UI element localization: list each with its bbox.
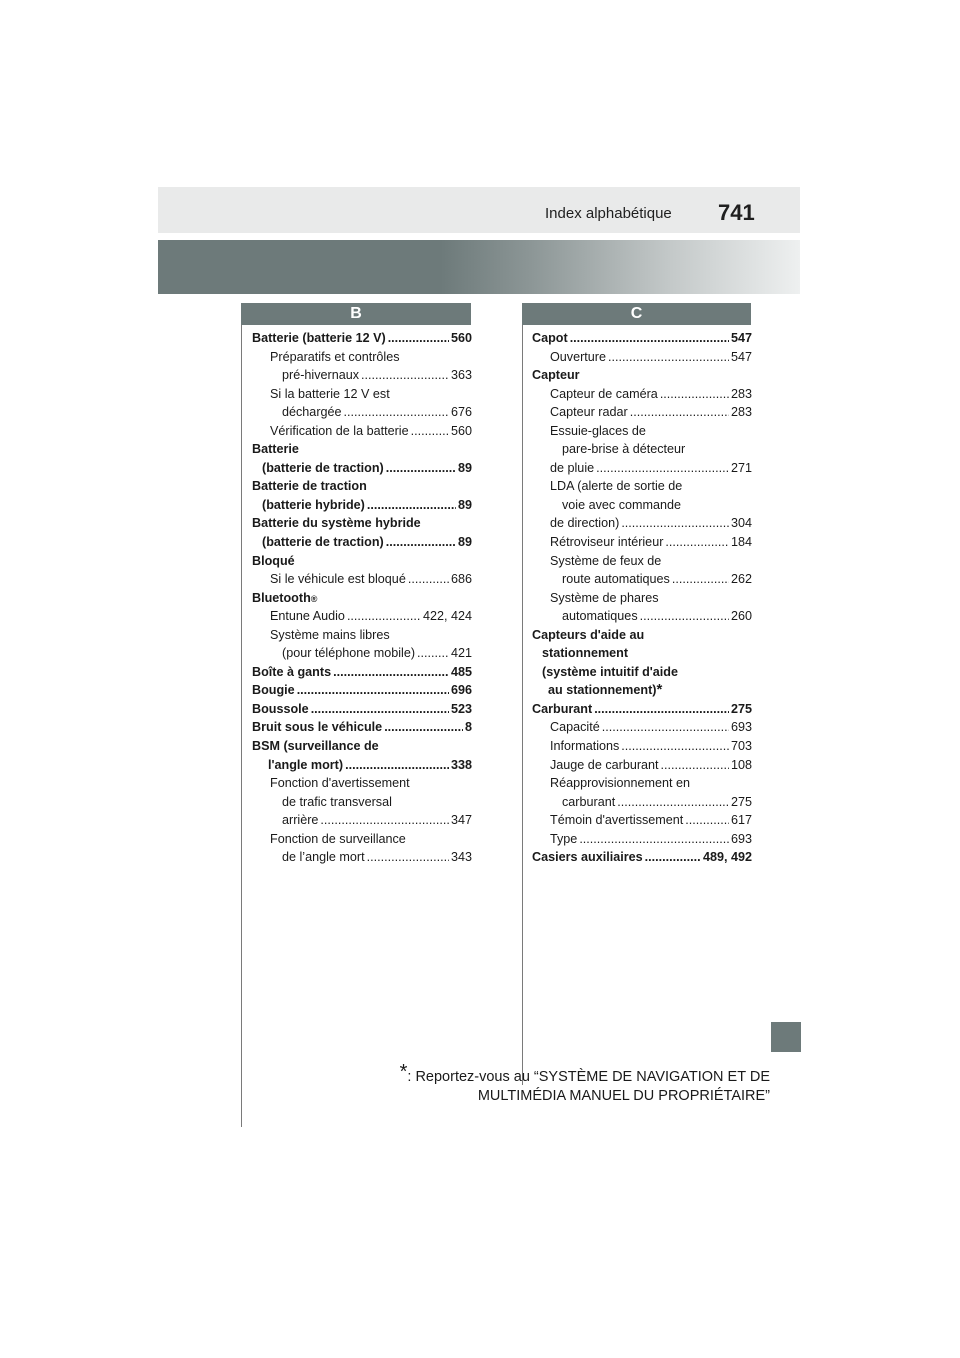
index-entry <box>252 403 472 422</box>
index-entry <box>532 626 752 645</box>
entry-term: Batterie du système hybride <box>252 516 421 531</box>
entry-term: Batterie (batterie 12 V) <box>252 331 386 345</box>
entry-page: 523 <box>450 701 472 716</box>
leader-dots <box>630 403 729 422</box>
index-entry <box>532 811 752 830</box>
index-entry <box>252 848 472 867</box>
index-entry <box>532 589 752 608</box>
index-entry <box>532 552 752 571</box>
leader-dots <box>640 607 729 626</box>
index-entry <box>252 514 472 533</box>
entry-term: (pour téléphone mobile) <box>282 646 416 661</box>
leader-dots <box>621 514 729 533</box>
entry-term: (batterie hybride) <box>262 497 365 512</box>
leader-dots <box>608 348 729 367</box>
entry-term: Système de feux de <box>550 553 662 568</box>
entry-term: LDA (alerte de sortie de <box>550 479 683 494</box>
entry-term: Type <box>550 831 578 846</box>
entry-term: Jauge de carburant <box>550 757 659 772</box>
entry-page: 676 <box>450 405 472 420</box>
entry-term: Fonction d'avertissement <box>270 776 410 791</box>
entry-page: 338 <box>450 757 472 772</box>
entry-page: 560 <box>450 423 472 438</box>
entry-term: (batterie de traction) <box>262 535 384 550</box>
entry-term: Témoin d'avertissement <box>550 813 684 828</box>
entry-term: Ouverture <box>550 349 606 364</box>
leader-dots <box>660 385 729 404</box>
entry-term: route automatiques <box>562 572 670 587</box>
entry-term: carburant <box>562 794 616 809</box>
index-entry <box>252 440 472 459</box>
entry-page: 485 <box>450 664 472 679</box>
leader-dots <box>384 718 463 737</box>
entry-page: 271 <box>730 460 752 475</box>
entry-page: 89 <box>457 535 472 550</box>
index-column-c <box>532 329 752 867</box>
entry-term: Capteur de caméra <box>550 386 658 401</box>
entry-term: Boussole <box>252 701 309 716</box>
entry-page: 8 <box>464 720 472 735</box>
entry-page: 275 <box>730 701 752 716</box>
index-entry <box>532 663 752 682</box>
entry-page: 283 <box>730 386 752 401</box>
leader-dots <box>417 644 449 663</box>
entry-page: 686 <box>450 572 472 587</box>
leader-dots <box>621 737 729 756</box>
column-divider-left <box>241 325 242 1127</box>
entry-page: 262 <box>730 572 752 587</box>
entry-page: 275 <box>730 794 752 809</box>
entry-term: automatiques <box>562 609 638 624</box>
index-entry <box>532 607 752 626</box>
leader-dots <box>602 718 729 737</box>
index-entry <box>252 385 472 404</box>
index-entry <box>532 440 752 459</box>
index-entry <box>252 718 472 737</box>
entry-term: voie avec commande <box>562 497 682 512</box>
entry-term: Capteurs d'aide au <box>532 627 645 642</box>
index-entry <box>252 348 472 367</box>
index-column-b <box>252 329 472 867</box>
leader-dots <box>672 570 729 589</box>
leader-dots <box>388 329 449 348</box>
index-entry <box>252 644 472 663</box>
index-entry <box>252 366 472 385</box>
index-entry <box>532 514 752 533</box>
index-entry <box>532 477 752 496</box>
leader-dots <box>685 811 729 830</box>
entry-page: 260 <box>730 609 752 624</box>
leader-dots <box>661 756 729 775</box>
entry-term: Rétroviseur intérieur <box>550 535 664 550</box>
index-entry: Bluetooth ® <box>252 589 472 608</box>
chapter-tab <box>771 1022 801 1052</box>
index-entry <box>532 830 752 849</box>
index-entry <box>532 403 752 422</box>
entry-term: déchargée <box>282 405 342 420</box>
entry-page: 89 <box>457 460 472 475</box>
index-entry: au stationnement) * <box>548 681 663 699</box>
leader-dots <box>596 459 729 478</box>
entry-term: Bougie <box>252 683 295 698</box>
leader-dots <box>617 793 729 812</box>
entry-term: Bloqué <box>252 553 295 568</box>
index-entry <box>252 607 472 626</box>
leader-dots <box>333 663 449 682</box>
entry-term: Réapprovisionnement en <box>550 776 691 791</box>
footnote-star: * <box>399 1061 408 1083</box>
leader-dots <box>297 681 449 700</box>
entry-page: 696 <box>450 683 472 698</box>
entry-term: Capacité <box>550 720 600 735</box>
entry-term: Capot <box>532 331 568 345</box>
entry-page: 363 <box>450 368 472 383</box>
index-entry <box>532 644 752 663</box>
entry-term: Fonction de surveillance <box>270 831 406 846</box>
index-entry <box>532 774 752 793</box>
index-entry <box>252 626 472 645</box>
index-entry <box>252 830 472 849</box>
leader-dots <box>386 459 456 478</box>
entry-term: Bruit sous le véhicule <box>252 720 383 735</box>
leader-dots <box>570 329 729 348</box>
index-entry <box>252 811 472 830</box>
entry-term: stationnement <box>542 646 629 661</box>
leader-dots <box>347 607 421 626</box>
index-entry <box>252 459 472 478</box>
entry-page: 184 <box>730 535 752 550</box>
index-entry <box>532 756 752 775</box>
entry-page: 304 <box>730 516 752 531</box>
entry-term: Système mains libres <box>270 627 390 642</box>
entry-term: de l’angle mort <box>282 850 365 865</box>
index-entry <box>532 422 752 441</box>
index-entry <box>252 774 472 793</box>
entry-term: Batterie <box>252 442 299 457</box>
index-entry <box>252 737 472 756</box>
entry-term: (batterie de traction) <box>262 460 384 475</box>
entry-term: au stationnement) <box>548 683 657 698</box>
entry-term: Système de phares <box>550 590 659 605</box>
leader-dots <box>579 830 729 849</box>
index-entry <box>252 477 472 496</box>
leader-dots <box>665 533 729 552</box>
index-entry <box>252 552 472 571</box>
entry-term: BSM (surveillance de <box>252 739 379 754</box>
entry-page: 617 <box>730 813 752 828</box>
leader-dots <box>311 700 449 719</box>
entry-term: Vérification de la batterie <box>270 423 409 438</box>
leader-dots <box>594 700 729 719</box>
leader-dots <box>361 366 449 385</box>
index-entry <box>532 848 752 867</box>
entry-term: Entune Audio <box>270 609 345 624</box>
entry-term: Informations <box>550 739 620 754</box>
decorative-band <box>158 240 800 294</box>
entry-page: 547 <box>730 331 752 345</box>
index-entry <box>252 793 472 812</box>
entry-page: 422, 424 <box>422 609 472 624</box>
entry-term: l'angle mort) <box>268 757 344 772</box>
index-entry <box>532 533 752 552</box>
leader-dots <box>645 848 701 867</box>
index-entry <box>252 533 472 552</box>
leader-dots <box>344 403 449 422</box>
index-entry <box>532 366 752 385</box>
index-entry <box>252 756 472 775</box>
index-entry <box>532 329 752 348</box>
header-bar <box>158 187 800 233</box>
index-entry <box>532 700 752 719</box>
index-entry <box>252 496 472 515</box>
entry-page: 283 <box>730 405 752 420</box>
entry-term: Capteur radar <box>550 405 628 420</box>
index-entry <box>252 681 472 700</box>
entry-term: Si le véhicule est bloqué <box>270 572 406 587</box>
entry-term: Casiers auxiliaires <box>532 850 643 865</box>
entry-page: 703 <box>730 739 752 754</box>
entry-term: (système intuitif d'aide <box>542 664 678 679</box>
leader-dots <box>320 811 449 830</box>
index-entry <box>252 422 472 441</box>
index-entry <box>252 663 472 682</box>
entry-page: 693 <box>730 720 752 735</box>
leader-dots <box>386 533 456 552</box>
index-entry <box>532 496 752 515</box>
entry-page: 421 <box>450 646 472 661</box>
footnote <box>360 1061 770 1106</box>
entry-page: 108 <box>730 757 752 772</box>
entry-term: Batterie de traction <box>252 479 367 494</box>
leader-dots <box>408 570 449 589</box>
entry-page: 343 <box>450 850 472 865</box>
entry-term: Boîte à gants <box>252 664 332 679</box>
index-entry <box>532 570 752 589</box>
index-entry <box>532 385 752 404</box>
entry-term: Bluetooth <box>252 590 311 605</box>
entry-page: 489, 492 <box>702 850 752 865</box>
entry-page: 560 <box>450 331 472 345</box>
page-title: Index alphabétique <box>545 205 672 222</box>
entry-term: Si la batterie 12 V est <box>270 386 390 401</box>
index-entry <box>252 329 472 348</box>
section-letter-c: C <box>522 303 751 325</box>
index-entry <box>532 737 752 756</box>
entry-term: de trafic transversal <box>282 794 392 809</box>
entry-term: pré-hivernaux <box>282 368 360 383</box>
leader-dots <box>345 756 449 775</box>
entry-page: 89 <box>457 497 472 512</box>
leader-dots <box>367 496 456 515</box>
column-divider-middle <box>522 325 523 1085</box>
entry-term: Essuie-glaces de <box>550 423 646 438</box>
entry-term: de direction) <box>550 516 620 531</box>
entry-page: 693 <box>730 831 752 846</box>
index-entry <box>532 348 752 367</box>
footnote-line-1: : Reportez-vous au “SYSTÈME DE NAVIGATION ET DE <box>407 1069 770 1085</box>
index-entry <box>532 459 752 478</box>
index-entry <box>252 700 472 719</box>
index-entry <box>532 718 752 737</box>
section-letter-b: B <box>241 303 471 325</box>
footnote-line-2: MULTIMÉDIA MANUEL DU PROPRIÉTAIRE” <box>477 1088 770 1104</box>
index-entry <box>252 570 472 589</box>
leader-dots <box>367 848 449 867</box>
entry-term: Préparatifs et contrôles <box>270 349 400 364</box>
entry-page: 347 <box>450 813 472 828</box>
entry-term: Capteur <box>532 368 580 383</box>
entry-term: de pluie <box>550 460 595 475</box>
entry-term: pare-brise à détecteur <box>562 442 686 457</box>
entry-term: arrière <box>282 813 319 828</box>
leader-dots <box>411 422 449 441</box>
entry-page: 547 <box>730 349 752 364</box>
page-number: 741 <box>718 200 755 225</box>
entry-term: Carburant <box>532 701 593 716</box>
index-entry <box>532 793 752 812</box>
